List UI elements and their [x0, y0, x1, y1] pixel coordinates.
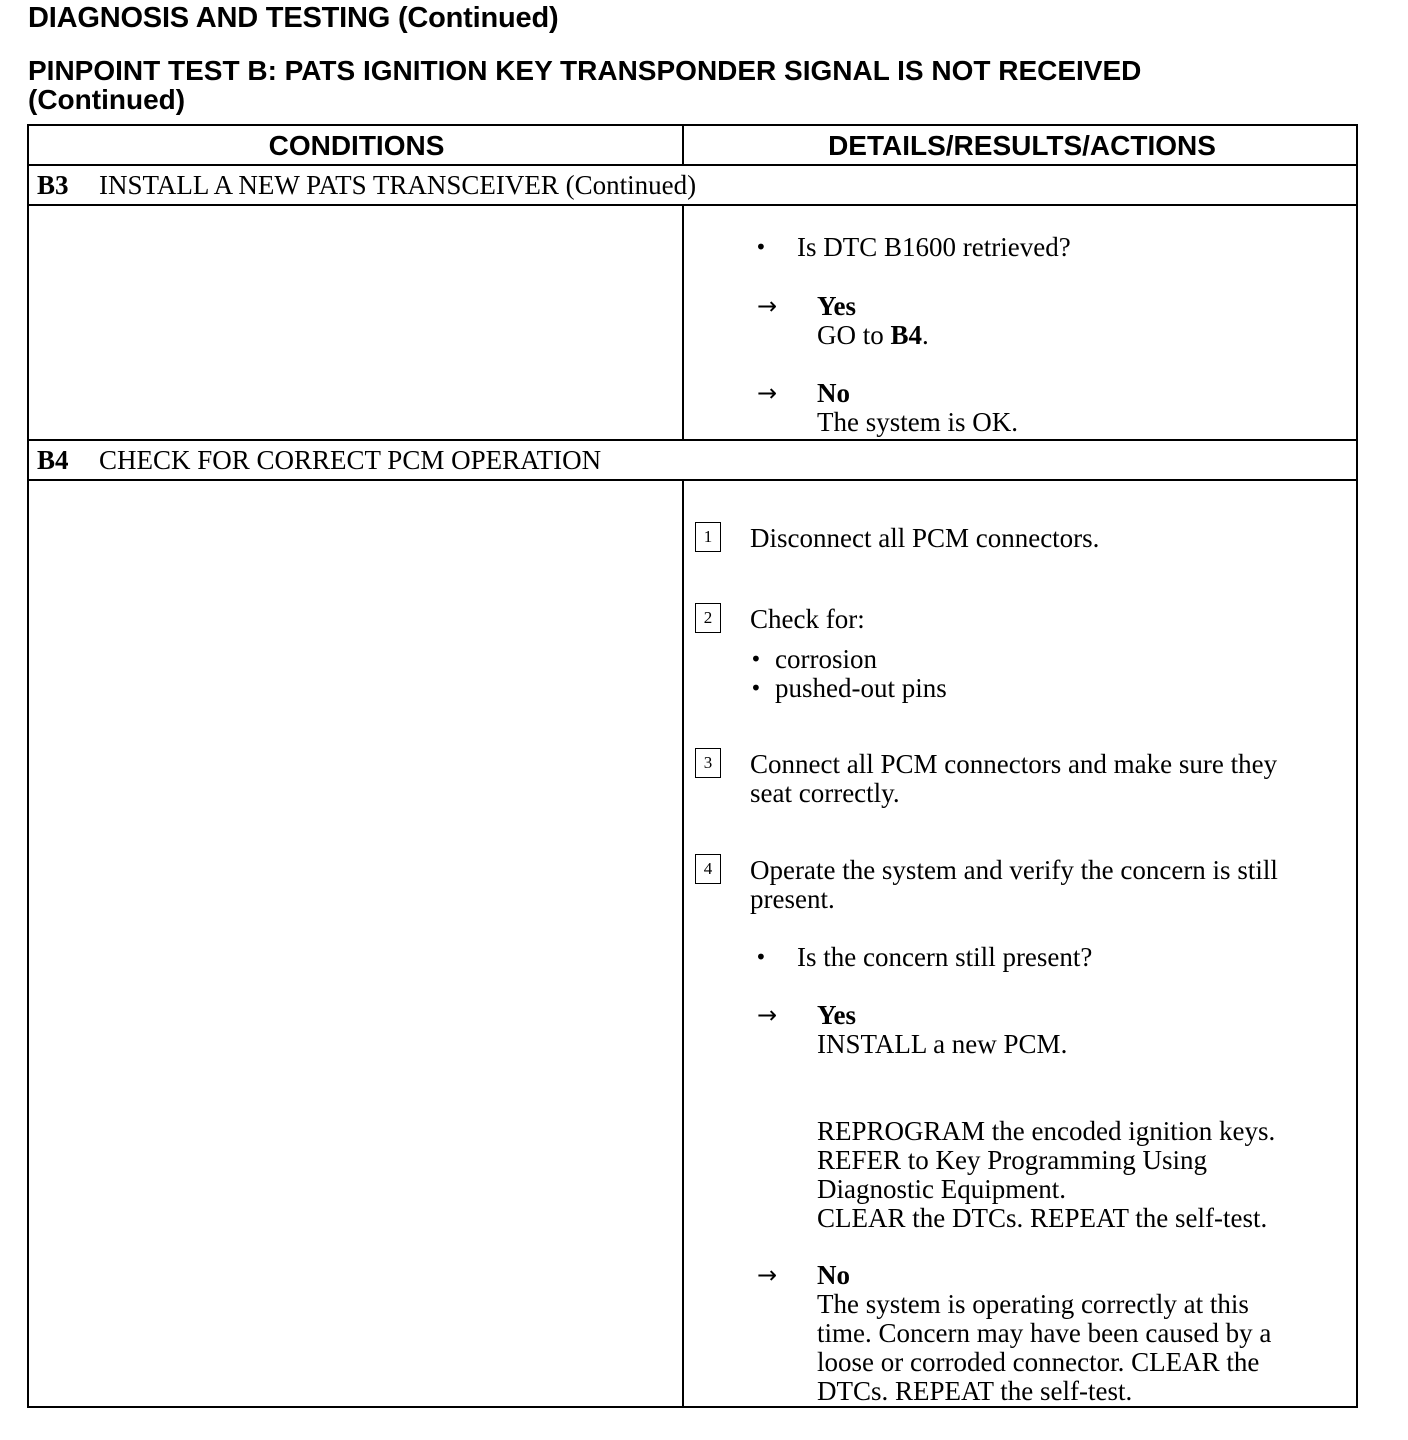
b3-no-label: No [817, 378, 850, 408]
row-divider [29, 204, 1356, 206]
step-header-b4 [37, 445, 601, 476]
b4-yes-action-2-line: CLEAR the DTCs. REPEAT the self-test. [817, 1203, 1268, 1233]
step-id: B3 [37, 170, 69, 200]
b3-no-action: The system is OK. [817, 407, 1018, 437]
b4-step-1-text: Disconnect all PCM connectors. [750, 523, 1100, 553]
b4-yes-label: Yes [817, 1000, 856, 1030]
row-divider [29, 479, 1356, 481]
step-number-box: 1 [695, 522, 721, 552]
step-reference: B4 [890, 320, 923, 350]
b4-no-action-line: The system is operating correctly at this [817, 1289, 1249, 1319]
bullet-icon: • [755, 945, 767, 969]
b4-step-3-line-1: Connect all PCM connectors and make sure they [750, 749, 1278, 779]
b4-step-4-line-2: present. [750, 884, 835, 914]
arrow-right-icon: → [757, 379, 778, 407]
bullet-icon: • [750, 676, 762, 700]
subtitle-line-2: (Continued) [28, 84, 186, 115]
step-id: B4 [37, 445, 69, 475]
b4-no-action-line: loose or corroded connector. CLEAR the [817, 1347, 1260, 1377]
column-header-conditions: CONDITIONS [268, 130, 445, 161]
step-number-box: 2 [695, 603, 721, 633]
step-number-box: 3 [695, 748, 721, 778]
b4-step-4-line-1: Operate the system and verify the concern is still [750, 855, 1278, 885]
row-divider [29, 439, 1356, 441]
row-divider [29, 164, 1356, 166]
b4-step-3-line-2: seat correctly. [750, 778, 900, 808]
page-subtitle [28, 56, 1328, 114]
column-header-details: DETAILS/RESULTS/ACTIONS [828, 130, 1216, 161]
bullet-icon: • [755, 235, 767, 259]
b3-yes-label: Yes [817, 291, 856, 321]
b4-yes-action-2-line: Diagnostic Equipment. [817, 1174, 1066, 1204]
column-divider [682, 479, 684, 1406]
action-text: . [922, 320, 929, 350]
subtitle-line-1: PINPOINT TEST B: PATS IGNITION KEY TRANSPONDER SIGNAL IS NOT RECEIVED [28, 55, 1142, 86]
check-item: pushed-out pins [775, 673, 947, 703]
action-text: GO to [817, 320, 891, 350]
b4-no-label: No [817, 1260, 850, 1290]
arrow-right-icon: → [757, 292, 778, 320]
b4-yes-action-2-line: REFER to Key Programming Using [817, 1145, 1207, 1175]
column-divider [682, 126, 684, 166]
arrow-right-icon: → [757, 1001, 778, 1029]
step-number-box: 4 [695, 854, 721, 884]
check-item: corrosion [775, 644, 877, 674]
b3-yes-action [817, 321, 929, 350]
pinpoint-test-table [27, 124, 1358, 1408]
b4-question: Is the concern still present? [797, 942, 1093, 972]
step-title: CHECK FOR CORRECT PCM OPERATION [99, 445, 602, 475]
arrow-right-icon: → [757, 1261, 778, 1289]
page-title: DIAGNOSIS AND TESTING (Continued) [28, 2, 559, 34]
b4-yes-action-2-line: REPROGRAM the encoded ignition keys. [817, 1116, 1276, 1146]
b4-no-action-line: time. Concern may have been caused by a [817, 1318, 1272, 1348]
b3-question: Is DTC B1600 retrieved? [797, 232, 1071, 262]
b4-no-action-line: DTCs. REPEAT the self-test. [817, 1376, 1133, 1406]
b4-yes-action-1: INSTALL a new PCM. [817, 1029, 1068, 1059]
column-divider [682, 204, 684, 440]
step-header-b3 [37, 170, 696, 201]
b4-step-2-text: Check for: [750, 604, 865, 634]
bullet-icon: • [750, 647, 762, 671]
step-title: INSTALL A NEW PATS TRANSCEIVER (Continued) [99, 170, 697, 200]
